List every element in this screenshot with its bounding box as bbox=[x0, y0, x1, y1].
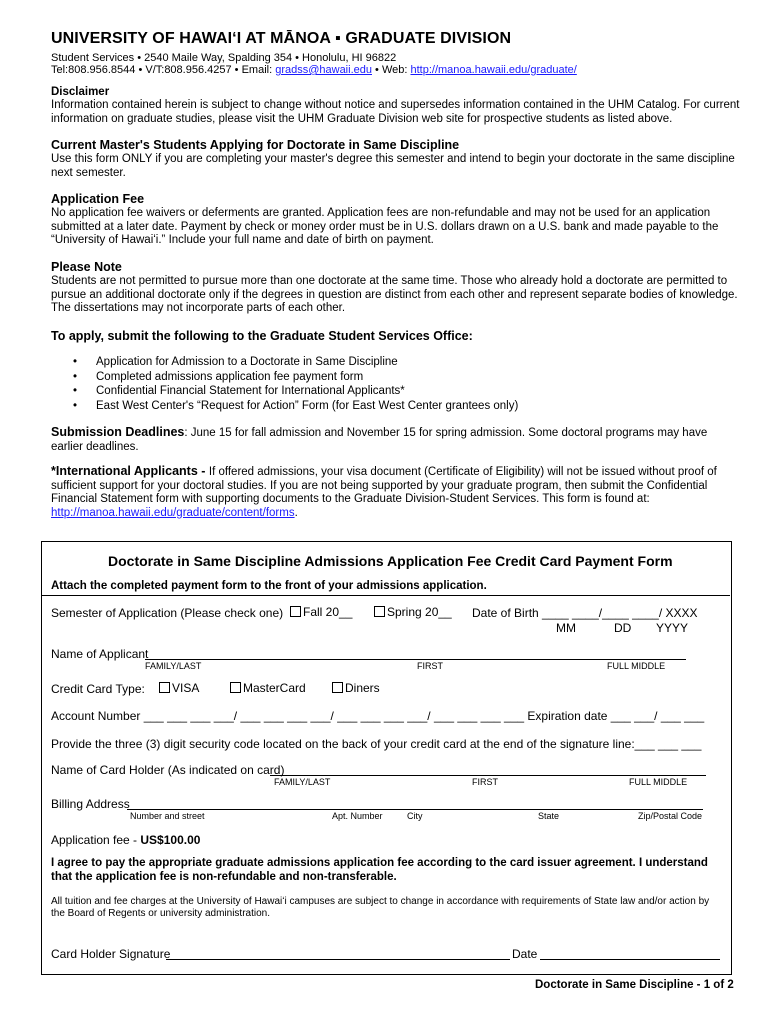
cc-type-label: Credit Card Type: bbox=[51, 682, 145, 696]
deadlines-line: : June 15 for fall admission and November 15 for spring admission. Some doctoral programs may have bbox=[184, 427, 708, 439]
mastercard-option[interactable] bbox=[230, 681, 306, 695]
street-label: Number and street bbox=[130, 811, 205, 821]
mastercard-label: MasterCard bbox=[243, 681, 306, 695]
current-heading: Current Master's Students Applying for Doctorate in Same Discipline bbox=[51, 138, 460, 152]
dob-yyyy-label: YYYY bbox=[656, 621, 689, 635]
visa-checkbox[interactable] bbox=[159, 682, 170, 693]
fall-checkbox[interactable] bbox=[290, 606, 301, 617]
attach-note: Attach the completed payment form to the front of your admissions application. bbox=[51, 580, 487, 592]
full-middle-label: FULL MIDDLE bbox=[607, 661, 666, 671]
date-label: Date bbox=[512, 947, 538, 961]
form-title: Doctorate in Same Discipline Admissions Application Fee Credit Card Payment Form bbox=[108, 553, 673, 569]
deadlines-label: Submission Deadlines bbox=[51, 425, 185, 439]
spring-label: Spring 20__ bbox=[387, 605, 452, 619]
date-input[interactable] bbox=[540, 959, 720, 960]
diners-checkbox[interactable] bbox=[332, 682, 343, 693]
billing-address-label: Billing Address bbox=[51, 797, 130, 811]
current-line: Use this form ONLY if you are completing your master's degree this semester and intend to begin your doctorate in the same discipline bbox=[51, 153, 735, 165]
list-item: • East West Center's “Request for Action” Form (for East West Center grantees only) bbox=[51, 399, 518, 414]
spring-option[interactable] bbox=[374, 605, 452, 619]
note-line: Students are not permitted to pursue more than one doctorate at the same time. Those who already hold a doctorate are permitted to bbox=[51, 275, 728, 287]
signature-input[interactable] bbox=[166, 959, 510, 960]
note-line: The dissertations may not incorporate parts of each other. bbox=[51, 302, 346, 314]
email-link[interactable]: gradss@hawaii.edu bbox=[275, 64, 372, 76]
disclaimer-line: information on graduate studies, please visit the UHM Graduate Division web site for prospective students as listed above. bbox=[51, 112, 673, 125]
intl-line: sufficient support for your doctoral studies. If you are not being supported by your graduate program, then submit the Confidential bbox=[51, 479, 708, 492]
application-fee bbox=[51, 833, 200, 847]
web-prefix: • Web: bbox=[371, 64, 411, 76]
intl-text bbox=[51, 465, 741, 520]
apply-list bbox=[51, 355, 518, 413]
list-item: • Completed admissions application fee payment form bbox=[51, 370, 518, 385]
semester-label: Semester of Application (Please check one) bbox=[51, 606, 284, 620]
deadlines-line: earlier deadlines. bbox=[51, 440, 139, 453]
tuition-line: All tuition and fee charges at the University of Hawaiʻi campuses are subject to change in accordance with requirements of State law and/or action by bbox=[51, 896, 710, 907]
disclaimer-line: Information contained herein is subject to change without notice and supersedes information contained in the UHM Catalog. For current bbox=[51, 99, 740, 111]
applicant-name-input[interactable] bbox=[145, 659, 686, 660]
holder-family-label: FAMILY/LAST bbox=[274, 777, 331, 787]
intl-line: Financial Statement form with supporting documents to the Graduate Division-Student Services. This form is found at: bbox=[51, 493, 650, 505]
account-number-field[interactable]: Account Number ___ ___ ___ ___/ ___ ___ ___ ___/ ___ ___ ___ ___/ ___ ___ ___ ___ Expiration date ___ ___/ ___ ___ bbox=[51, 709, 705, 723]
contact-prefix: Tel:808.956.8544 • V/T:808.956.4257 • Email: bbox=[51, 64, 276, 76]
fee-amount: US$100.00 bbox=[140, 833, 201, 847]
diners-option[interactable] bbox=[332, 681, 380, 695]
billing-address-input[interactable] bbox=[127, 809, 703, 810]
family-last-label: FAMILY/LAST bbox=[145, 661, 202, 671]
intl-line: If offered admissions, your visa document (Certificate of Eligibility) will not be issued without proof of bbox=[208, 466, 717, 478]
fee-line: “University of Hawaiʻi.” Include your full name and date of birth on payment. bbox=[51, 234, 434, 246]
contact-line bbox=[51, 64, 577, 76]
dob-dd-label: DD bbox=[614, 621, 632, 635]
dob-mm-label: MM bbox=[556, 621, 576, 635]
fall-option[interactable] bbox=[290, 605, 352, 619]
agreement-line: that the application fee is non-refundable and non-transferable. bbox=[51, 871, 397, 883]
security-code-field[interactable]: Provide the three (3) digit security code located on the back of your credit card at the end of the signature line:___ ___ ___ bbox=[51, 737, 702, 751]
page-title: UNIVERSITY OF HAWAIʻI AT MĀNOA ▪ GRADUATE DIVISION bbox=[51, 30, 512, 47]
fee-label: Application fee - bbox=[51, 833, 141, 847]
address-line: Student Services • 2540 Maile Way, Spalding 354 • Honolulu, HI 96822 bbox=[51, 52, 397, 64]
diners-label: Diners bbox=[345, 681, 380, 695]
spring-checkbox[interactable] bbox=[374, 606, 385, 617]
city-label: City bbox=[407, 811, 423, 821]
dob-field[interactable]: Date of Birth ____ ____/____ ____/ XXXX bbox=[472, 606, 698, 620]
current-text bbox=[51, 153, 741, 180]
intl-period: . bbox=[294, 506, 298, 519]
holder-first-label: FIRST bbox=[472, 777, 498, 787]
applicant-name-label: Name of Applicant bbox=[51, 647, 149, 661]
divider bbox=[42, 595, 730, 596]
zip-label: Zip/Postal Code bbox=[638, 811, 703, 821]
mastercard-checkbox[interactable] bbox=[230, 682, 241, 693]
page-footer: Doctorate in Same Discipline - 1 of 2 bbox=[535, 979, 734, 991]
agreement-text bbox=[51, 856, 708, 884]
holder-middle-label: FULL MIDDLE bbox=[629, 777, 688, 787]
current-line: next semester. bbox=[51, 166, 126, 179]
visa-label: VISA bbox=[172, 681, 200, 695]
fee-heading: Application Fee bbox=[51, 192, 145, 206]
fee-line: No application fee waivers or deferments are granted. Application fees are non-refundable and may not be used for an application bbox=[51, 207, 711, 219]
note-line: pursue an additional doctorate only if the degrees in question are distinct from each other and represent separate bodies of knowledge. bbox=[51, 288, 738, 301]
visa-option[interactable] bbox=[159, 681, 199, 695]
forms-link[interactable]: http://manoa.hawaii.edu/graduate/content/forms bbox=[51, 506, 295, 519]
fee-text bbox=[51, 207, 741, 248]
web-link[interactable]: http://manoa.hawaii.edu/graduate/ bbox=[410, 64, 577, 76]
tuition-note bbox=[51, 896, 709, 920]
agreement-line: I agree to pay the appropriate graduate admissions application fee according to the card issuer agreement. I understand bbox=[51, 857, 708, 869]
tuition-line: the Board of Regents or university administration. bbox=[51, 908, 270, 919]
apt-label: Apt. Number bbox=[332, 811, 383, 821]
disclaimer-heading: Disclaimer bbox=[51, 86, 110, 98]
apply-heading: To apply, submit the following to the Graduate Student Services Office: bbox=[51, 329, 473, 343]
state-label: State bbox=[538, 811, 560, 821]
disclaimer-text bbox=[51, 99, 741, 126]
card-holder-label: Name of Card Holder (As indicated on card) bbox=[51, 763, 285, 777]
fee-line: submitted at a later date. Payment by check or money order must be in U.S. dollars drawn on a U.S. bank and made payable to the bbox=[51, 220, 719, 233]
note-heading: Please Note bbox=[51, 260, 122, 274]
fall-label: Fall 20__ bbox=[303, 605, 353, 619]
list-item: • Application for Admission to a Doctorate in Same Discipline bbox=[51, 355, 518, 370]
deadlines-text bbox=[51, 426, 741, 454]
first-label: FIRST bbox=[417, 661, 443, 671]
card-holder-input[interactable] bbox=[270, 775, 706, 776]
note-text bbox=[51, 275, 741, 316]
intl-label: *International Applicants - bbox=[51, 464, 209, 478]
list-item: • Confidential Financial Statement for International Applicants* bbox=[51, 384, 518, 399]
signature-label: Card Holder Signature bbox=[51, 947, 171, 961]
